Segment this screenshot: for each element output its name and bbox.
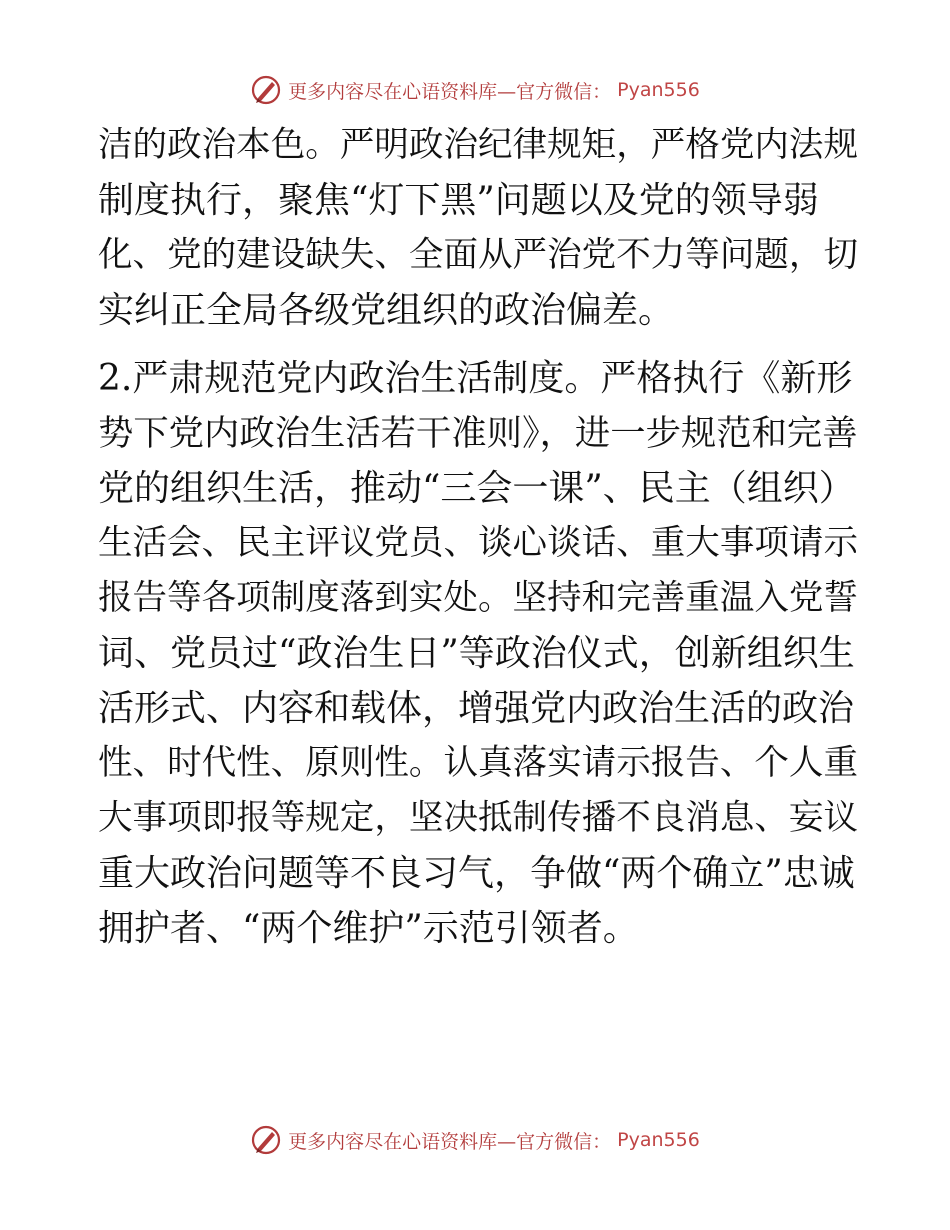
pen-logo-icon — [250, 74, 282, 106]
document-body — [98, 118, 858, 956]
text-line: 大事项即报等规定，坚决抵制传播不良消息、妄议 — [98, 798, 859, 838]
text-line: 制度执行，聚焦“灯下黑”问题以及党的领导弱 — [98, 180, 819, 221]
paragraph-spacer — [98, 338, 858, 351]
paragraph-2 — [98, 351, 858, 956]
watermark-text: 更多内容尽在心语资料库—官方微信： — [288, 1130, 612, 1153]
header-watermark — [0, 70, 950, 110]
pen-logo-icon — [250, 1124, 282, 1156]
text-line: 洁的政治本色。严明政治纪律规矩，严格党内法规 — [98, 125, 859, 165]
paragraph-1 — [98, 118, 858, 338]
text-line: 报告等各项制度落到实处。坚持和完善重温入党誓 — [98, 578, 859, 618]
text-line: 2.严肃规范党内政治生活制度。严格执行《新形 — [98, 358, 853, 399]
text-line: 重大政治问题等不良习气，争做“两个确立”忠诚 — [98, 853, 855, 894]
text-line: 化、党的建设缺失、全面从严治党不力等问题，切 — [98, 235, 859, 275]
watermark-wechat-id: Pyan556 — [617, 1129, 700, 1151]
text-line: 党的组织生活，推动“三会一课”、民主（组织） — [98, 468, 855, 509]
text-line: 性、时代性、原则性。认真落实请示报告、个人重 — [98, 743, 859, 783]
text-line: 活形式、内容和载体，增强党内政治生活的政治 — [98, 688, 855, 729]
text-line: 词、党员过“政治生日”等政治仪式，创新组织生 — [98, 633, 855, 674]
text-line: 拥护者、“两个维护”示范引领者。 — [98, 908, 639, 949]
text-line: 势下党内政治生活若干准则》，进一步规范和完善 — [98, 413, 858, 454]
watermark-wechat-id: Pyan556 — [617, 79, 700, 101]
watermark-text: 更多内容尽在心语资料库—官方微信： — [288, 80, 612, 103]
text-line: 生活会、民主评议党员、谈心谈话、重大事项请示 — [98, 523, 859, 563]
footer-watermark — [0, 1120, 950, 1160]
text-line: 实纠正全局各级党组织的政治偏差。 — [98, 290, 675, 331]
